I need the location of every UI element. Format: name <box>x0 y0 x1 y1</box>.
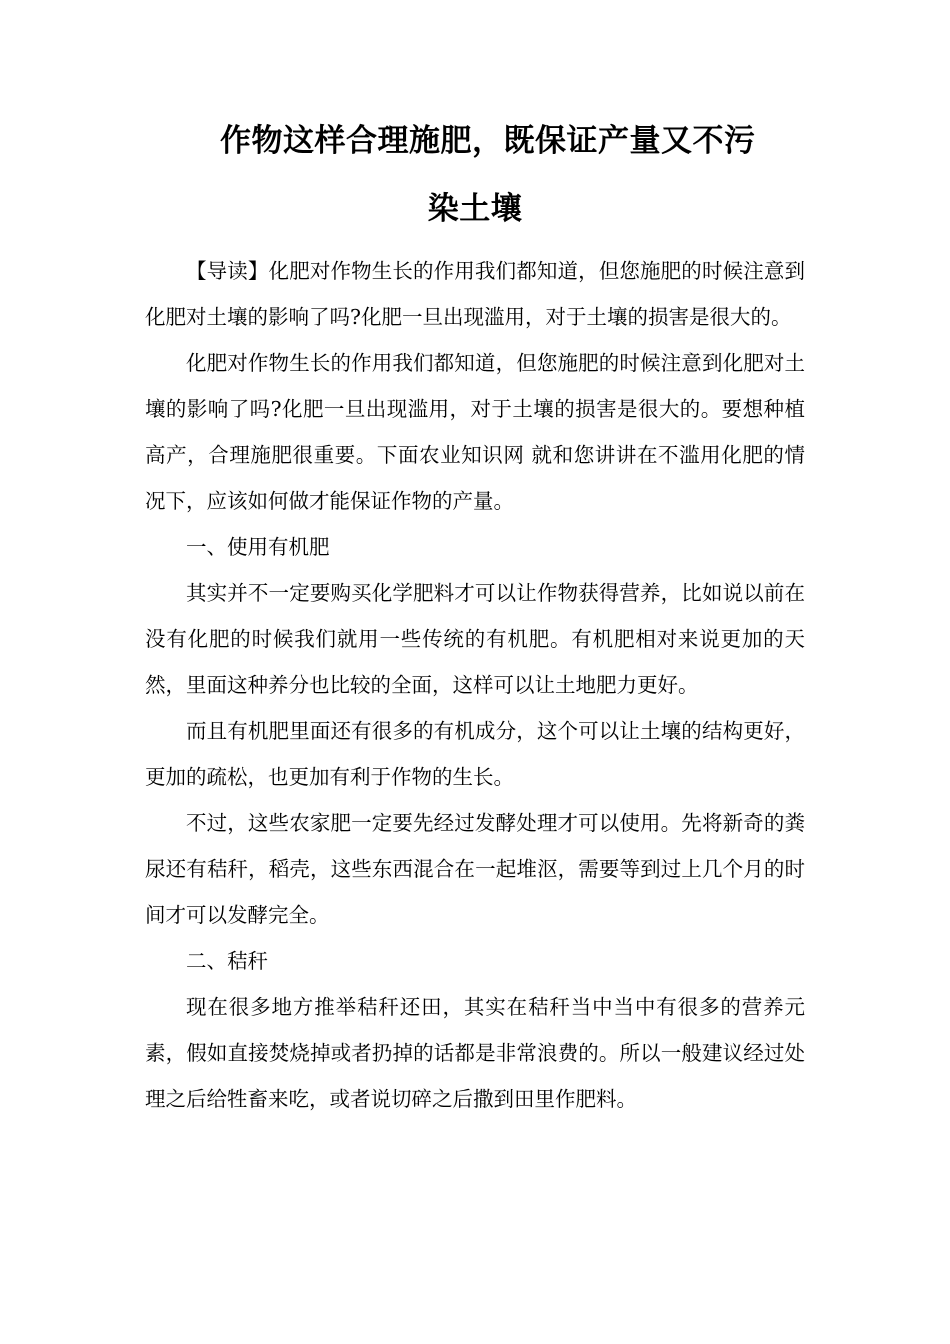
body-paragraph: 不过，这些农家肥一定要先经过发酵处理才可以使用。先将新奇的粪尿还有秸秆，稻壳，这些东西混合在一起堆沤，需要等到过上几个月的时间才可以发酵完全。 <box>145 811 805 927</box>
body-paragraph: 现在很多地方推举秸秆还田，其实在秸秆当中当中有很多的营养元素，假如直接焚烧掉或者扔掉的话都是非常浪费的。所以一般建议经过处理之后给牲畜来吃，或者说切碎之后撒到田里作肥料。 <box>145 995 805 1111</box>
intro-paragraph: 【导读】化肥对作物生长的作用我们都知道，但您施肥的时候注意到化肥对土壤的影响了吗?化肥一旦出现滥用，对于土壤的损害是很大的。 <box>145 259 805 329</box>
body-paragraph: 而且有机肥里面还有很多的有机成分，这个可以让土壤的结构更好，更加的疏松，也更加有利于作物的生长。 <box>145 719 805 789</box>
document-title-line-1: 作物这样合理施肥，既保证产量又不污 <box>220 123 756 159</box>
section-heading-straw: 二、秸秆 <box>186 949 268 973</box>
body-paragraph: 其实并不一定要购买化学肥料才可以让作物获得营养，比如说以前在没有化肥的时候我们就用一些传统的有机肥。有机肥相对来说更加的天然，里面这种养分也比较的全面，这样可以让土地肥力更好。 <box>145 581 805 697</box>
section-heading-organic-fertilizer: 一、使用有机肥 <box>186 535 330 559</box>
document-title-line-2: 染土壤 <box>427 191 523 227</box>
document-body <box>145 248 805 1122</box>
body-paragraph: 化肥对作物生长的作用我们都知道，但您施肥的时候注意到化肥对土壤的影响了吗?化肥一旦出现滥用，对于土壤的损害是很大的。要想种植高产，合理施肥很重要。下面农业知识网 就和您讲讲在不滥用化肥的情况下，应该如何做才能保证作物的产量。 <box>145 351 805 513</box>
